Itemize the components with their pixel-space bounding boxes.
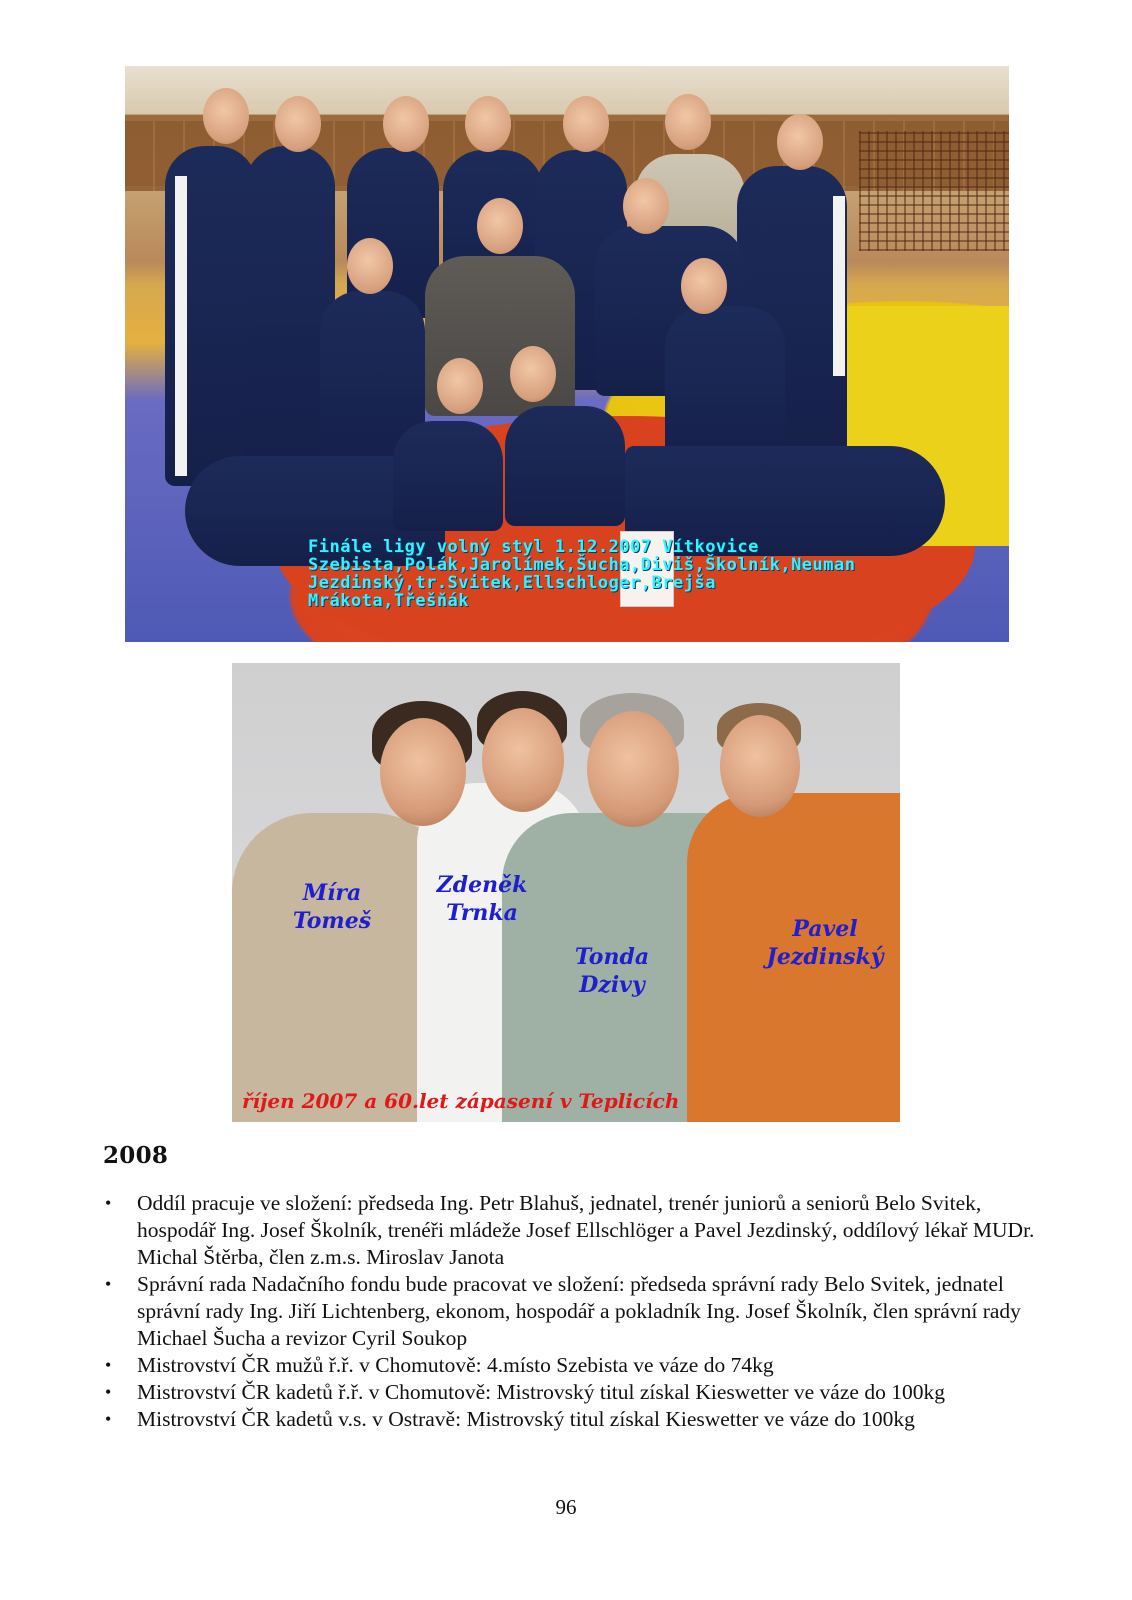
list-item: [103, 1190, 1043, 1271]
name-label-mira-tomes: [272, 879, 392, 935]
bullet-icon: •: [105, 1193, 112, 1213]
person-face: [482, 708, 564, 812]
caption-line: Mrákota,Třešňák: [308, 591, 470, 611]
page-number: 96: [555, 1495, 577, 1519]
wrestler-figure: [393, 421, 503, 531]
person-face: [587, 711, 679, 827]
name-first: Pavel: [792, 916, 858, 942]
wrestler-head: [623, 178, 669, 234]
gym-net: [859, 131, 1009, 251]
list-item-text: Mistrovství ČR mužů ř.ř. v Chomutově: 4.místo Szebista ve váze do 74kg: [137, 1353, 774, 1377]
team-photo-caption: [308, 538, 998, 610]
wrestler-head: [510, 346, 556, 402]
list-item-text: Mistrovství ČR kadetů ř.ř. v Chomutově: Mistrovský titul získal Kieswetter ve váze do 100kg: [137, 1380, 945, 1404]
name-last: Dzivy: [579, 972, 645, 998]
name-label-tonda-dzivy: [557, 943, 667, 999]
name-last: Trnka: [446, 900, 518, 926]
wrestler-head: [383, 96, 429, 152]
section-year-heading: 2008: [103, 1142, 169, 1169]
wrestler-head: [681, 258, 727, 314]
name-first: Zdeněk: [436, 872, 528, 898]
wrestler-head: [347, 238, 393, 294]
list-item-text: Oddíl pracuje ve složení: předseda Ing. Petr Blahuš, jednatel, trenér juniorů a seniorů Belo Svitek, hospodář Ing. Josef Školník, trenéři mládeže Josef Ellschlöger a Pavel Jezdinský, oddílový lékař MUDr. Michal Štěrba, člen z.m.s. Miroslav Janota: [137, 1191, 1035, 1269]
wrestler-head: [465, 96, 511, 152]
wrestler-figure: [505, 406, 625, 526]
person-face: [380, 718, 466, 826]
caption-line: Jezdinský,tr.Svitek,Ellschloger,Brejša: [308, 573, 716, 593]
official-head: [477, 198, 523, 254]
tracksuit-stripe: [833, 196, 845, 376]
list-item: [103, 1352, 1043, 1379]
name-label-zdenek-trnka: [422, 871, 542, 927]
events-list: [103, 1190, 1043, 1433]
list-item: [103, 1379, 1043, 1406]
name-last: Tomeš: [292, 908, 372, 934]
wrestler-head: [203, 88, 249, 144]
name-label-pavel-jezdinsky: [760, 915, 890, 971]
list-item: [103, 1406, 1043, 1433]
name-first: Míra: [302, 880, 362, 906]
wrestler-head: [275, 96, 321, 152]
list-item-text: Správní rada Nadačního fondu bude pracovat ve složení: předseda správní rady Belo Svitek, jednatel správní rady Ing. Jiří Lichtenberg, ekonom, hospodář a pokladník Ing. Josef Školník, člen správní rady Michael Šucha a revizor Cyril Soukop: [137, 1272, 1021, 1350]
person-face: [720, 715, 800, 817]
bullet-icon: •: [105, 1274, 112, 1294]
coach-head: [665, 94, 711, 150]
caption-line: Szebista,Polák,Jarolímek,Šucha,Diviš,Školník,Neuman: [308, 555, 856, 575]
name-first: Tonda: [574, 944, 650, 970]
bullet-icon: •: [105, 1382, 112, 1402]
team-photo: [125, 66, 1009, 642]
group-photo: [232, 663, 900, 1122]
tracksuit-stripe: [175, 176, 187, 476]
bullet-icon: •: [105, 1355, 112, 1375]
list-item-text: Mistrovství ČR kadetů v.s. v Ostravě: Mistrovský titul získal Kieswetter ve váze do 100kg: [137, 1407, 915, 1431]
wrestler-head: [777, 114, 823, 170]
list-item: [103, 1271, 1043, 1352]
group-photo-caption: říjen 2007 a 60.let zápasení v Teplicích: [242, 1089, 680, 1113]
wrestler-head: [563, 96, 609, 152]
caption-line: Finále ligy volný styl 1.12.2007 Vítkovice: [308, 537, 759, 557]
wrestler-head: [437, 358, 483, 414]
name-last: Jezdinský: [766, 944, 884, 970]
bullet-icon: •: [105, 1409, 112, 1429]
